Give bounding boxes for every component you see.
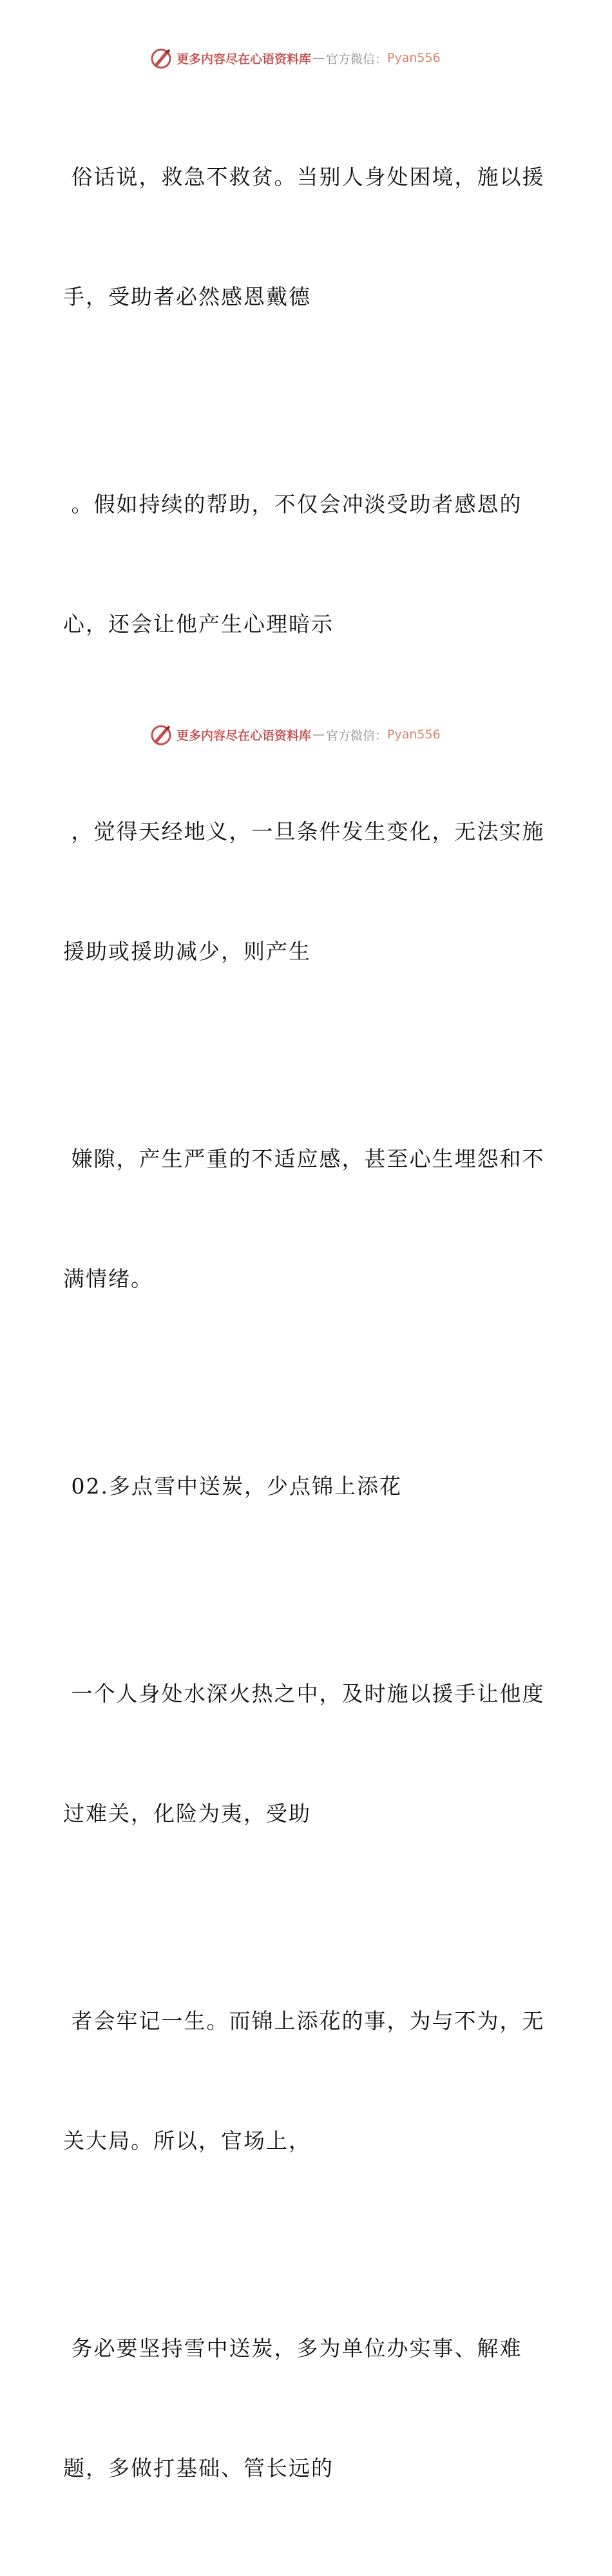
paragraph-line: 嫌隙，产生严重的不适应感，甚至心生埋怨和不: [63, 1146, 545, 1171]
paragraph-line: 。假如持续的帮助，不仅会冲淡受助者感恩的: [63, 492, 522, 517]
paragraph-2: [63, 405, 553, 724]
watermark-contact-id: Pyan556: [387, 727, 441, 742]
paragraph-line: 一个人身处水深火热之中，及时施以援手让他度: [63, 1681, 545, 1706]
paragraph-4: [63, 1059, 553, 1379]
paragraph-line: 关大局。所以，官场上，: [63, 2128, 311, 2153]
watermark-contact-label: 官方微信：: [326, 728, 388, 743]
paragraph-line: 题，多做打基础、管长远的: [63, 2456, 334, 2481]
paragraph-line: 手，受助者必然感恩戴德: [63, 284, 311, 309]
watermark-text: 更多内容尽在心语资料库: [177, 728, 312, 743]
paragraph-line: 援助或援助减少，则产生: [63, 939, 311, 964]
section-heading: [63, 1387, 553, 1586]
footer-watermark: [149, 723, 484, 746]
paragraph-line: 过难关，化险为夷，受助: [63, 1801, 311, 1826]
paragraph-1: [63, 77, 553, 397]
header-watermark: [149, 46, 484, 70]
paragraph-5: [63, 1594, 553, 1914]
watermark-text: 更多内容尽在心语资料库: [177, 52, 312, 66]
pen-logo-icon: [149, 46, 173, 70]
heading-line: 02.多点雪中送炭，少点锦上添花: [63, 1474, 402, 1499]
paragraph-line: 心，还会让他产生心理暗示: [63, 611, 334, 637]
paragraph-line: ，觉得天经地义，一旦条件发生变化，无法实施: [63, 819, 545, 844]
document-body: [63, 77, 553, 2576]
paragraph-line: 者会牢记一生。而锦上添花的事，为与不为，无: [63, 2008, 545, 2033]
watermark-separator: —: [312, 727, 325, 742]
pen-logo-icon: [149, 723, 173, 746]
paragraph-3: [63, 732, 553, 1052]
paragraph-line: 务必要坚持雪中送炭，多为单位办实事、解难: [63, 2336, 522, 2361]
paragraph-line: 满情绪。: [63, 1266, 153, 1291]
paragraph-6: [63, 1921, 553, 2241]
watermark-contact-label: 官方微信：: [326, 52, 388, 66]
paragraph-line: 俗话说，救急不救贫。当别人身处困境，施以援: [63, 164, 545, 189]
watermark-contact-id: Pyan556: [387, 51, 441, 65]
watermark-separator: —: [312, 51, 325, 65]
paragraph-7: [63, 2249, 553, 2568]
